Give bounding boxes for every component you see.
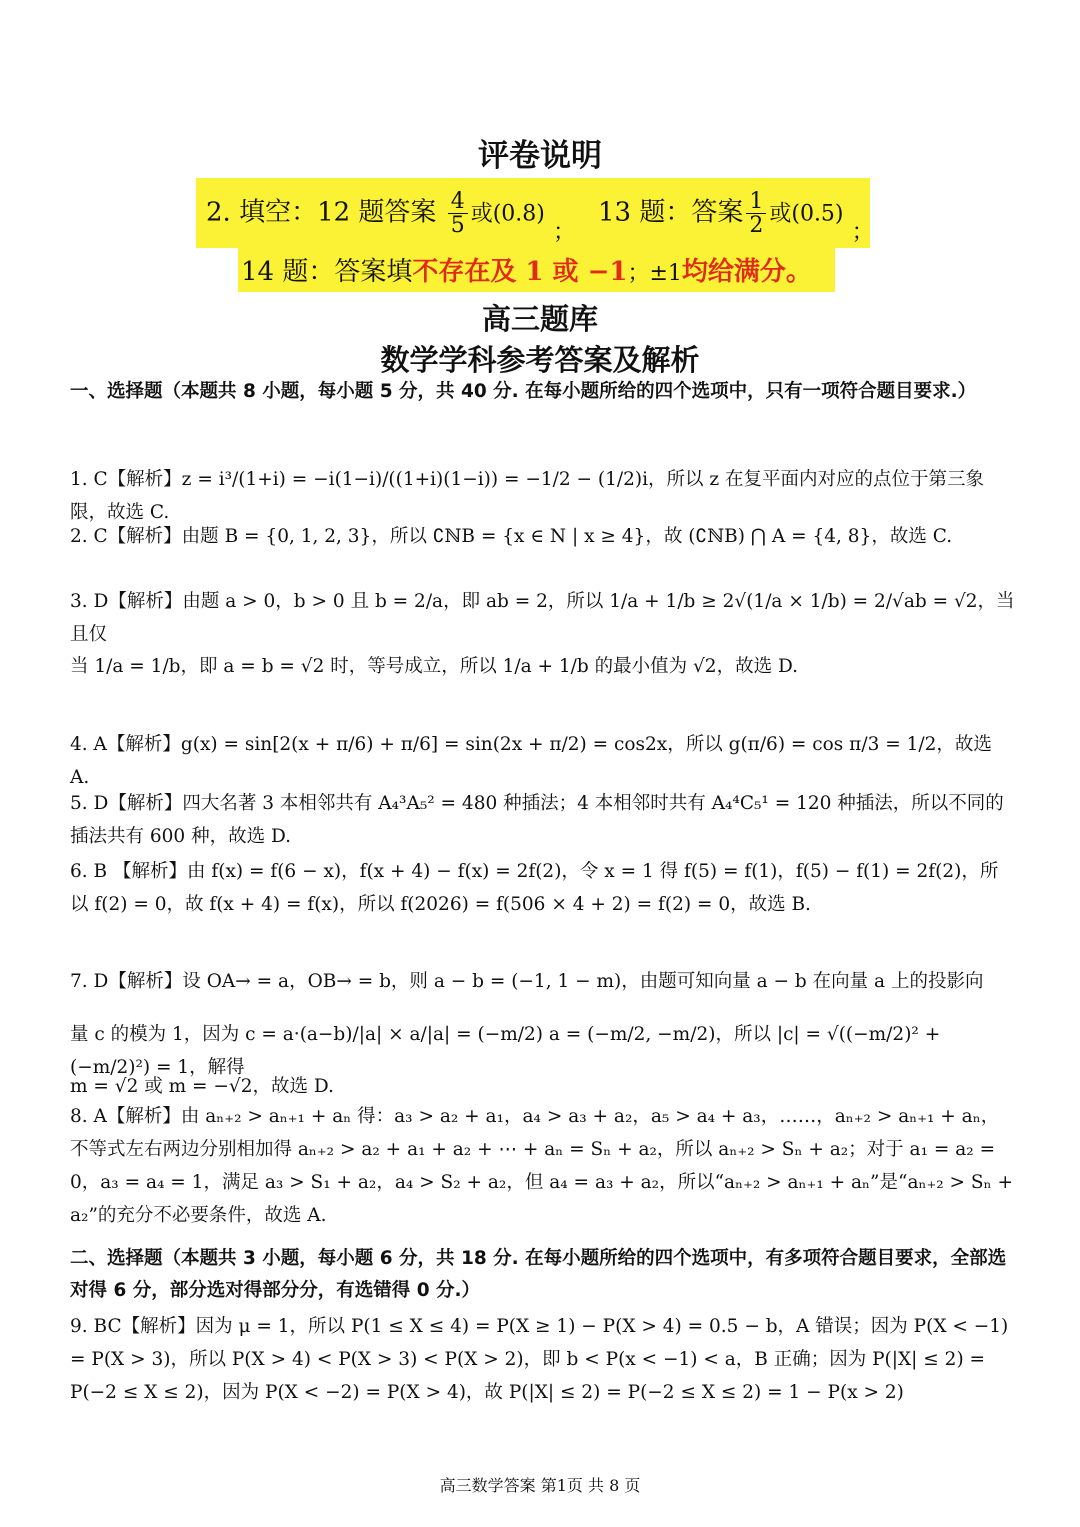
answer-3-line-1: 3. D【解析】由题 a > 0，b > 0 且 b = 2/a，即 ab = 2，所以 1/a + 1/b ≥ 2√(1/a × 1/b) = 2/√ab = √2，当且仅	[70, 591, 1015, 645]
answer-3-line-2: 当 1/a = 1/b，即 a = b = √2 时，等号成立，所以 1/a + 1/b 的最小值为 √2，故选 D.	[70, 656, 799, 677]
notice-semicolon-2: ；	[851, 219, 874, 245]
question-bank-title: 高三题库	[481, 302, 598, 336]
page-footer: 高三数学答案 第1页 共 8 页	[439, 1476, 641, 1495]
answer-9: 9. BC【解析】因为 μ = 1，所以 P(1 ≤ X ≤ 4) = P(X ≥ 1) − P(X > 4) = 0.5 − b，A 错误；因为 P(X < −1) = P(X > 3)，所以 P(X > 4) < P(X > 3) < P(X > 2)，即 b < P(x < −1) < a，B 正确；因为 P(|X| ≤ 2) = P(−2 ≤ X ≤ 2)，因为 P(X < −2) = P(X > 4)，故 P(|X| ≤ 2) = P(−2 ≤ X ≤ 2) = 1 − P(x > 2)	[70, 1316, 1009, 1403]
section-1-heading: 一、选择题（本题共 8 小题，每小题 5 分，共 40 分. 在每小题所给的四个选项中，只有一项符合题目要求.）	[70, 381, 977, 402]
notice-alt-0-5: 或(0.5)	[769, 201, 844, 227]
notice-line-2	[241, 251, 812, 288]
answer-4: 4. A【解析】g(x) = sin[2(x + π/6) + π/6] = sin(2x + π/2) = cos2x，所以 g(π/6) = cos π/3 = 1/2，故选 A.	[70, 734, 992, 788]
notice-q14: 14 题：答案填	[241, 257, 413, 287]
section-2-heading: 二、选择题（本题共 3 小题，每小题 6 分，共 18 分. 在每小题所给的四个选项中，有多项符合题目要求，全部选对得 6 分，部分选对得部分分，有选错得 0 分.）	[70, 1248, 1007, 1301]
answer-2: 2. C【解析】由题 B = {0, 1, 2, 3}，所以 ∁ℕB = {x ∈ N | x ≥ 4}，故 (∁ℕB) ⋂ A = {4, 8}，故选 C.	[70, 526, 953, 547]
notice-semicolon-1: ；	[553, 219, 576, 245]
notice-q14-red-2: 均给满分。	[681, 257, 812, 287]
notice-fill-q13: 13 题：答案	[598, 197, 744, 228]
answer-1: 1. C【解析】z = i³/(1+i) = −i(1−i)/((1+i)(1−i)) = −1/2 − (1/2)i，所以 z 在复平面内对应的点位于第三象限，故选 C.	[70, 469, 985, 523]
answer-7-line-3: m = √2 或 m = −√2，故选 D.	[70, 1076, 334, 1097]
notice-fill-q12: 2. 填空：12 题答案	[206, 197, 437, 228]
subject-title: 数学学科参考答案及解析	[380, 343, 700, 377]
answer-8: 8. A【解析】由 aₙ₊₂ > aₙ₊₁ + aₙ 得：a₃ > a₂ + a₁，a₄ > a₃ + a₂，a₅ > a₄ + a₃，……，aₙ₊₂ > aₙ₊₁ + aₙ，不等式左右两边分别相加得 aₙ₊₂ > a₂ + a₁ + a₂ + ⋯ + aₙ = Sₙ + a₂，所以 aₙ₊₂ > Sₙ + a₂；对于 a₁ = a₂ = 0，a₃ = a₄ = 1，满足 a₃ > S₁ + a₂，a₄ > S₂ + a₂，但 a₄ = a₃ + a₂，所以“aₙ₊₂ > aₙ₊₁ + aₙ”是“aₙ₊₂ > Sₙ + a₂”的充分不必要条件，故选 A.	[70, 1106, 1013, 1226]
fraction-1-2: $\frac{1}{2}$	[746, 190, 766, 237]
fraction-4-5: $\frac{4}{5}$	[448, 190, 468, 237]
answer-7-line-2: 量 c 的模为 1，因为 c = a·(a−b)/|a| × a/|a| = (−m/2) a = (−m/2, −m/2)，所以 |c| = √((−m/2)² + (−m/2)²) = 1，解得	[70, 1024, 941, 1078]
answer-7-line-1: 7. D【解析】设 OA→ = a，OB→ = b，则 a − b = (−1, 1 − m)，由题可知向量 a − b 在向量 a 上的投影向	[70, 971, 984, 992]
answer-6: 6. B 【解析】由 f(x) = f(6 − x)，f(x + 4) − f(x) = 2f(2)，令 x = 1 得 f(5) = f(1)，f(5) − f(1) = 2f(2)，所以 f(2) = 0，故 f(x + 4) = f(x)，所以 f(2026) = f(506 × 4 + 2) = f(2) = 0，故选 B.	[70, 861, 999, 915]
notice-alt-0-8: 或(0.8)	[470, 201, 545, 227]
notice-q14-pm: ；±1	[627, 261, 682, 286]
notice-q14-red-1: 不存在及 1 或 −1	[412, 257, 628, 287]
review-notes-title: 评卷说明	[478, 138, 602, 174]
answer-5: 5. D【解析】四大名著 3 本相邻共有 A₄³A₅² = 480 种插法；4 本相邻时共有 A₄⁴C₅¹ = 120 种插法，所以不同的插法共有 600 种，故选 D.	[70, 793, 1004, 847]
notice-line-1	[206, 189, 576, 245]
notice-line-1b	[598, 189, 874, 245]
